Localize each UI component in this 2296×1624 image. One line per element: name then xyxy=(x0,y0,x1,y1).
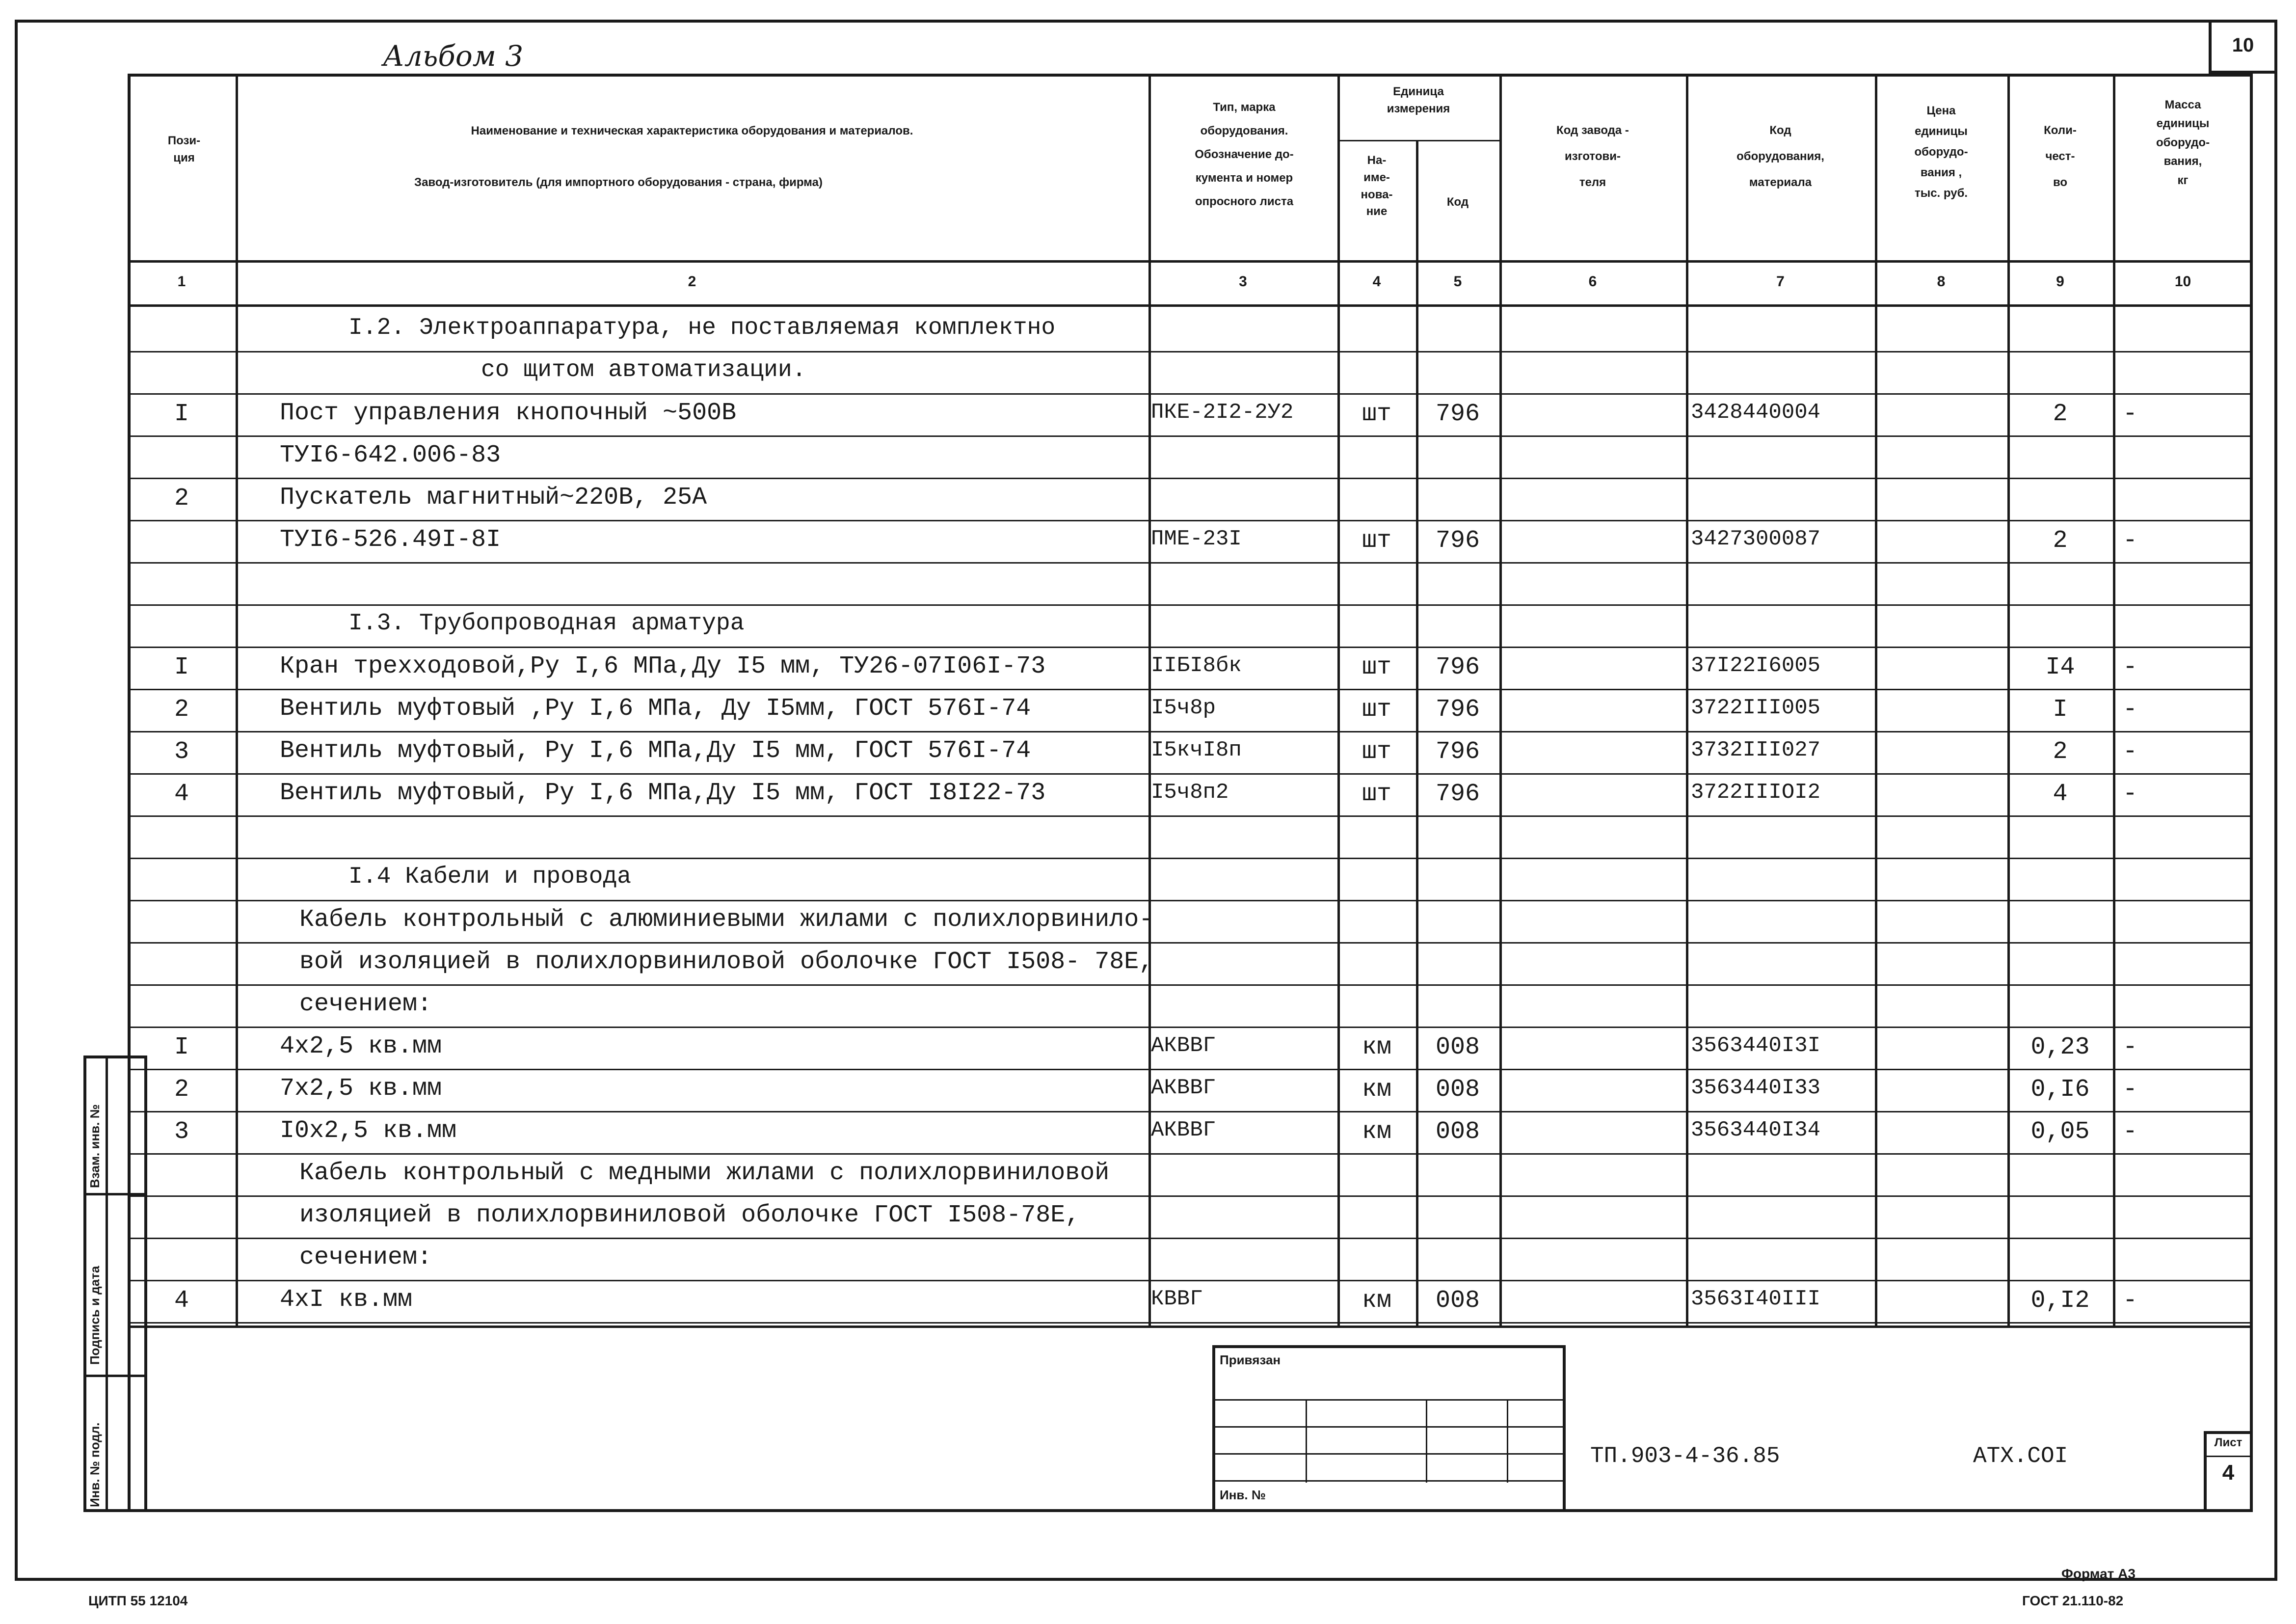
linked-line-1 xyxy=(1212,1399,1566,1401)
row-name: I.2. Электроаппаратура, не поставляемая комплектно xyxy=(348,315,1056,341)
row-qty: I4 xyxy=(2045,653,2075,681)
row-code: 008 xyxy=(1435,1287,1480,1315)
row-name: I0х2,5 кв.мм xyxy=(280,1117,457,1145)
row-code: 796 xyxy=(1435,653,1480,681)
row-pos: 2 xyxy=(174,696,189,724)
row-pos: I xyxy=(174,1033,189,1061)
header-position: Пози- ция xyxy=(167,134,201,164)
album-label: Альбом 3 xyxy=(383,39,524,73)
row-name: Вентиль муфтовый ,Ру I,6 МПа, Ду I5мм, ГОСТ 576I-74 xyxy=(280,695,1031,723)
linked-line-2 xyxy=(1212,1426,1566,1428)
row-mass: - xyxy=(2123,1033,2138,1061)
row-mass: - xyxy=(2123,738,2138,766)
row-name: Кабель контрольный с медными жилами с полихлорвиниловой xyxy=(299,1159,1110,1187)
row-mat: 3428440004 xyxy=(1691,400,1821,425)
row-code: 796 xyxy=(1435,696,1480,724)
row-name: 7х2,5 кв.мм xyxy=(280,1075,442,1103)
side-stamp-vline xyxy=(106,1056,108,1512)
row-divider xyxy=(128,773,2253,775)
row-name: сечением: xyxy=(299,990,432,1018)
footer-format: Формат А3 xyxy=(2061,1566,2136,1581)
row-mass: - xyxy=(2123,653,2138,681)
row-pos: I xyxy=(174,400,189,428)
row-name: Кран трехходовой,Ру I,6 МПа,Ду I5 мм, ТУ26-07I06I-73 xyxy=(280,652,1046,680)
row-unit: шт xyxy=(1362,696,1391,724)
col-line-7 xyxy=(1875,74,1877,1326)
row-unit: шт xyxy=(1362,738,1391,766)
header-unit-code: Код xyxy=(1446,195,1469,209)
colnum-3: 3 xyxy=(1239,273,1247,290)
row-divider xyxy=(128,1153,2253,1155)
row-name: сечением: xyxy=(299,1244,432,1272)
row-mat: 3563440I33 xyxy=(1691,1076,1821,1100)
row-name: Пускатель магнитный~220В, 25А xyxy=(280,484,707,512)
row-unit: км xyxy=(1362,1118,1391,1146)
row-unit: шт xyxy=(1362,780,1391,808)
row-code: 796 xyxy=(1435,780,1480,808)
row-type: ПКЕ-2I2-2У2 xyxy=(1151,400,1294,425)
colnum-9: 9 xyxy=(2056,273,2064,290)
footer-standard: ГОСТ 21.110-82 xyxy=(2022,1593,2124,1608)
col-line-9 xyxy=(2113,74,2115,1326)
row-name: I.4 Кабели и провода xyxy=(348,864,632,890)
row-mat: 3722IIIOI2 xyxy=(1691,780,1821,805)
table-body-bottom xyxy=(128,1326,2253,1328)
row-pos: 2 xyxy=(174,485,189,513)
row-divider xyxy=(128,689,2253,690)
row-divider xyxy=(128,731,2253,732)
side-label-inv-orig: Инв. № подл. xyxy=(87,1422,102,1507)
row-divider xyxy=(128,1322,2253,1324)
row-divider xyxy=(128,942,2253,944)
row-code: 008 xyxy=(1435,1033,1480,1061)
row-divider xyxy=(128,858,2253,859)
row-qty: 0,05 xyxy=(2030,1118,2090,1146)
row-name: ТУI6-642.006-83 xyxy=(280,441,501,469)
row-name: 4хI кв.мм xyxy=(280,1286,413,1314)
row-divider xyxy=(128,520,2253,521)
sheet-box-line xyxy=(2204,1456,2253,1457)
row-type: КВВГ xyxy=(1151,1287,1203,1311)
row-divider xyxy=(128,1027,2253,1028)
header-price: Цена единицы оборудо- вания , тыс. руб. xyxy=(1914,104,1968,200)
row-divider xyxy=(128,1280,2253,1281)
row-type: АКВВГ xyxy=(1151,1118,1216,1142)
row-divider xyxy=(128,1111,2253,1112)
row-divider xyxy=(128,435,2253,437)
sheet-number: 4 xyxy=(2222,1461,2235,1485)
row-mat: 3722III005 xyxy=(1691,696,1821,720)
header-material-code: Код оборудования, материала xyxy=(1736,124,1824,189)
doc-code: АТХ.СОI xyxy=(1973,1443,2068,1469)
side-label-sign-date: Подпись и дата xyxy=(87,1266,102,1365)
row-unit: шт xyxy=(1362,527,1391,555)
row-divider xyxy=(128,351,2253,352)
header-bottom-line xyxy=(128,260,2253,263)
row-name: Кабель контрольный с алюминиевыми жилами с полихлорвинило- xyxy=(299,906,1154,934)
colnum-10: 10 xyxy=(2174,273,2191,290)
row-pos: 3 xyxy=(174,1118,189,1146)
row-code: 796 xyxy=(1435,527,1480,555)
row-type: IIБI8бк xyxy=(1151,653,1242,678)
row-type: I5кчI8п xyxy=(1151,738,1242,762)
doc-number: ТП.903-4-36.85 xyxy=(1590,1443,1780,1469)
row-name: вой изоляцией в полихлорвиниловой оболочке ГОСТ I508- 78Е, xyxy=(299,948,1154,976)
row-pos: I xyxy=(174,653,189,681)
row-divider xyxy=(128,984,2253,986)
row-code: 796 xyxy=(1435,738,1480,766)
colnum-8: 8 xyxy=(1937,273,1946,290)
inv-label: Инв. № xyxy=(1220,1488,1266,1502)
col-line-5 xyxy=(1499,74,1502,1326)
row-name: изоляцией в полихлорвиниловой оболочке ГОСТ I508-78Е, xyxy=(299,1201,1080,1229)
row-qty: 2 xyxy=(2053,527,2068,555)
row-type: ПМЕ-23I xyxy=(1151,527,1242,551)
row-name: 4х2,5 кв.мм xyxy=(280,1032,442,1060)
linked-box xyxy=(1212,1345,1566,1512)
row-type: I5ч8п2 xyxy=(1151,780,1229,805)
row-qty: 2 xyxy=(2053,738,2068,766)
row-mass: - xyxy=(2123,1076,2138,1104)
colnum-6: 6 xyxy=(1588,273,1597,290)
linked-col-1 xyxy=(1306,1399,1307,1483)
row-divider xyxy=(128,604,2253,606)
row-name: Вентиль муфтовый, Ру I,6 МПа,Ду I5 мм, ГОСТ 576I-74 xyxy=(280,737,1031,765)
header-unit-group: Единица измерения xyxy=(1387,85,1450,115)
colnum-4: 4 xyxy=(1372,273,1381,290)
row-mat: 3563440I3I xyxy=(1691,1033,1821,1058)
colnum-1: 1 xyxy=(177,273,186,290)
row-mat: 3427300087 xyxy=(1691,527,1821,551)
header-unit-name: На- име- нова- ние xyxy=(1361,154,1393,218)
row-mat: 37I22I6005 xyxy=(1691,653,1821,678)
side-stamp-div-2 xyxy=(83,1375,147,1377)
row-unit: км xyxy=(1362,1287,1391,1315)
row-unit: шт xyxy=(1362,653,1391,681)
colnum-2: 2 xyxy=(688,273,696,290)
row-name: I.3. Трубопроводная арматура xyxy=(348,610,745,637)
header-mass: Масса единицы оборудо- вания, кг xyxy=(2156,98,2210,187)
row-mat: 3732III027 xyxy=(1691,738,1821,762)
row-pos: 4 xyxy=(174,1287,189,1315)
row-divider xyxy=(128,1069,2253,1070)
linked-line-3 xyxy=(1212,1453,1566,1455)
row-pos: 3 xyxy=(174,738,189,766)
row-divider xyxy=(128,815,2253,817)
row-qty: 4 xyxy=(2053,780,2068,808)
sheet-label: Лист xyxy=(2214,1436,2243,1449)
colnum-5: 5 xyxy=(1453,273,1462,290)
row-mass: - xyxy=(2123,400,2138,428)
row-divider xyxy=(128,562,2253,564)
corner-number: 10 xyxy=(2232,34,2254,56)
footer-left: ЦИТП 55 12104 xyxy=(88,1593,188,1608)
row-unit: км xyxy=(1362,1033,1391,1061)
row-type: АКВВГ xyxy=(1151,1033,1216,1058)
col-line-4 xyxy=(1416,140,1418,1326)
unit-group-divider xyxy=(1337,140,1499,141)
header-name-1: Наименование и техническая характеристика оборудования и материалов. xyxy=(471,124,913,137)
linked-line-4 xyxy=(1212,1480,1566,1482)
row-name: Пост управления кнопочный ~500В xyxy=(280,399,737,427)
row-mass: - xyxy=(2123,780,2138,808)
row-unit: км xyxy=(1362,1076,1391,1104)
row-divider xyxy=(128,393,2253,395)
row-divider xyxy=(128,900,2253,901)
row-code: 008 xyxy=(1435,1076,1480,1104)
colnum-bottom-line xyxy=(128,304,2253,307)
row-divider xyxy=(128,647,2253,648)
header-type: Тип, марка оборудования. Обозначение до- кумента и номер опросного листа xyxy=(1195,101,1294,208)
header-name-2: Завод-изготовитель (для импортного оборудования - страна, фирма) xyxy=(414,176,823,189)
row-unit: шт xyxy=(1362,400,1391,428)
row-qty: 2 xyxy=(2053,400,2068,428)
row-mass: - xyxy=(2123,1287,2138,1315)
row-name: со щитом автоматизации. xyxy=(481,357,806,383)
row-pos: 4 xyxy=(174,780,189,808)
row-qty: 0,I6 xyxy=(2030,1076,2090,1104)
header-quantity: Коли- чест- во xyxy=(2044,124,2077,189)
row-mass: - xyxy=(2123,527,2138,555)
header-maker-code: Код заводa - изготови- теля xyxy=(1556,124,1629,189)
row-pos: 2 xyxy=(174,1076,189,1104)
linked-col-2 xyxy=(1426,1399,1427,1483)
row-code: 008 xyxy=(1435,1118,1480,1146)
row-qty: I xyxy=(2053,696,2068,724)
row-code: 796 xyxy=(1435,400,1480,428)
linked-col-3 xyxy=(1507,1399,1508,1483)
row-divider xyxy=(128,478,2253,479)
col-line-1 xyxy=(236,74,238,1326)
row-name: ТУI6-526.49I-8I xyxy=(280,526,501,554)
row-name: Вентиль муфтовый, Ру I,6 МПа,Ду I5 мм, ГОСТ I8I22-73 xyxy=(280,779,1046,807)
row-type: I5ч8р xyxy=(1151,696,1216,720)
row-divider xyxy=(128,1195,2253,1197)
row-qty: 0,23 xyxy=(2030,1033,2090,1061)
row-mat: 3563440I34 xyxy=(1691,1118,1821,1142)
side-stamp-div-1 xyxy=(83,1193,147,1195)
side-label-replace-inv: Взам. инв. № xyxy=(87,1104,102,1188)
row-mass: - xyxy=(2123,696,2138,724)
row-mat: 3563I40III xyxy=(1691,1287,1821,1311)
row-type: АКВВГ xyxy=(1151,1076,1216,1100)
colnum-7: 7 xyxy=(1776,273,1785,290)
linked-label: Привязан xyxy=(1220,1353,1281,1367)
row-mass: - xyxy=(2123,1118,2138,1146)
row-divider xyxy=(128,1238,2253,1239)
col-line-6 xyxy=(1686,74,1688,1326)
row-qty: 0,I2 xyxy=(2030,1287,2090,1315)
